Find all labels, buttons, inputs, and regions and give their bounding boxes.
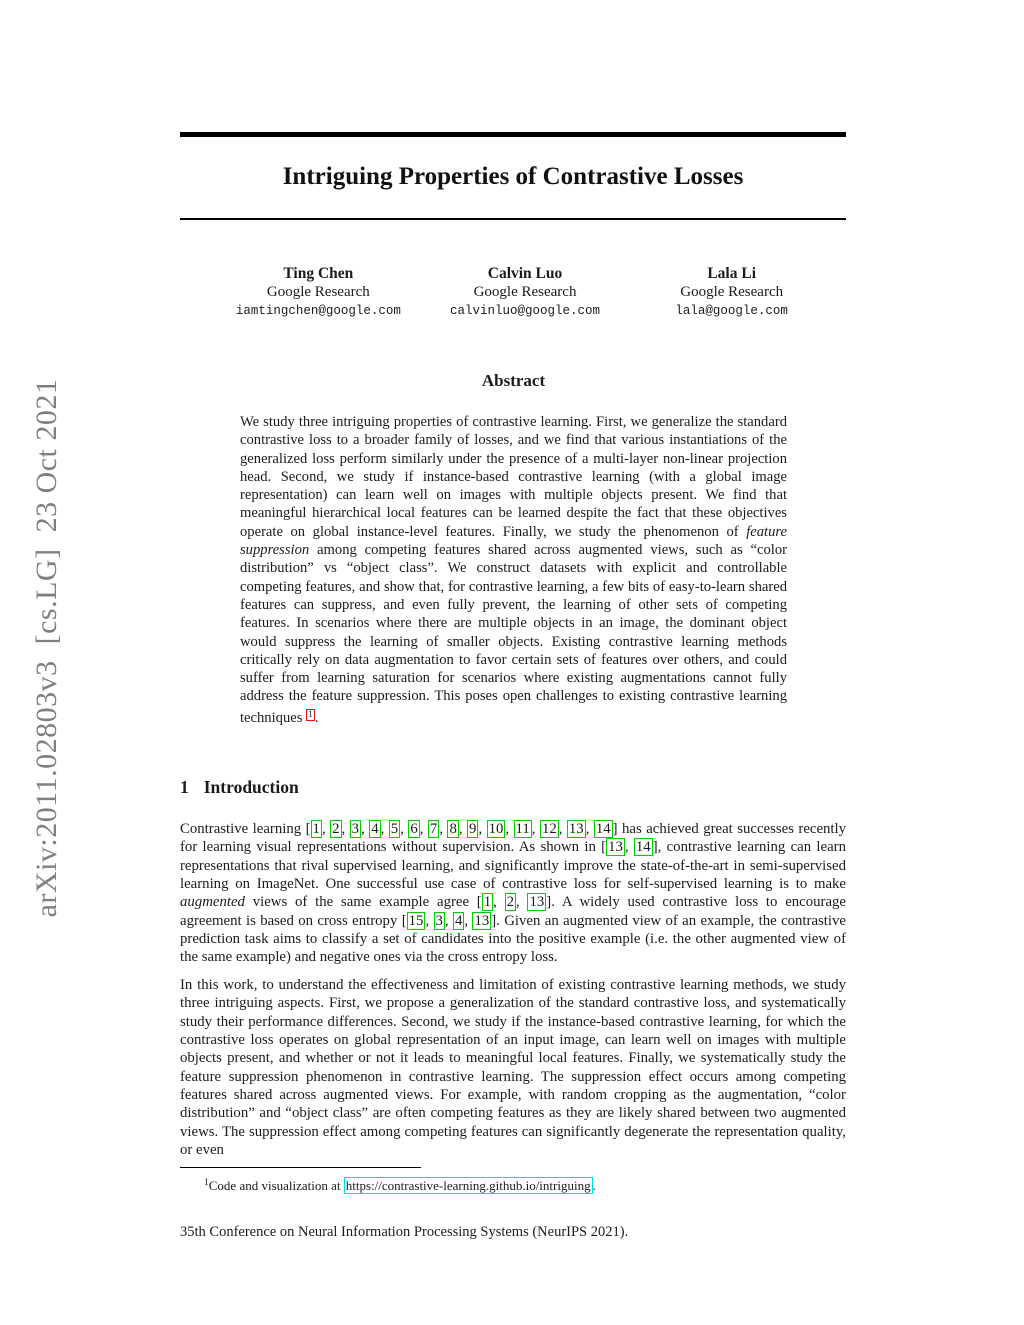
title-rule-bottom [180,218,846,220]
intro-paragraph-2 [180,976,846,1159]
title-rule-top [180,132,846,137]
footnote [180,1175,846,1194]
text-run: , [458,821,468,837]
citation-link[interactable]: 8 [449,821,457,837]
text-run: , [558,821,567,837]
citation-link[interactable]: 3 [351,821,360,837]
text-run: , [478,821,487,837]
text-run: , [321,821,331,837]
footnote-url-link[interactable]: https://contrastive-learning.github.io/intriguing [345,1178,591,1193]
author-ting-chen [215,264,422,320]
citation-link[interactable]: 4 [371,821,379,837]
citation-link[interactable]: 10 [488,821,504,837]
text-run: ], contrastive learning can learn representations that rival supervised learning, and significantly improve the state-of-the-art in semi-supervised learning on ImageNet. One successful use case of contrastive loss for self-supervised learning is to make [180,839,846,893]
text-run: . [314,709,319,726]
text-run: Code and visualization at [208,1178,344,1193]
citation-link[interactable]: 1 [483,894,492,911]
section-number: 1 [180,777,189,797]
text-run: , [439,821,448,837]
text-run: , [341,821,350,837]
text-run: , [400,821,409,837]
citation-link[interactable]: 6 [410,821,418,837]
author-name: Calvin Luo [487,265,563,282]
citation-link[interactable]: 2 [332,821,340,837]
text-run: , [505,821,514,837]
citation-link[interactable]: 7 [429,821,438,837]
footnote-rule [180,1167,421,1168]
text-run: In this work, to understand the effectiveness and limitation of existing contrastive learning methods, we study three intriguing aspects. First, we propose a generalization of the standard contrastive loss, and systematically study their performance differences. Second, we study if the instance-based contrastive learning, for which the contrastive loss operates on global representation of an input image, can learn well on images with multiple objects present, and whether or not it leads to meaningful local features. Finally, we systematically study the feature suppression phenomenon in contrastive learning. The suppression effect occurs among competing features shared across augmented views. For example, with random cropping as the augmentation, “color distribution” and “object class” are often competing features as they are likely shared between two augmented views. The suppression effect among competing features can significantly degenerate the representation quality, or even [180,977,846,1159]
citation-link[interactable]: 4 [454,912,463,929]
citation-link[interactable]: 11 [515,821,530,837]
citation-link[interactable]: 13 [608,839,623,856]
text-run: , [419,821,428,837]
text-run: , [425,912,434,929]
section-title: Introduction [203,777,299,797]
text-run: , [624,839,634,856]
footnote-ref-link[interactable]: 1 [308,709,313,720]
text-run: , [585,821,594,837]
citation-link[interactable]: 9 [469,821,477,837]
citation-link[interactable]: 14 [635,839,651,856]
author-email: calvinluo@google.com [449,304,601,318]
text-run: , [380,821,389,837]
citation-link[interactable]: 3 [435,912,443,929]
citation-link[interactable]: 1 [312,821,320,837]
author-affiliation: Google Research [266,284,370,300]
author-name: Lala Li [707,265,757,282]
author-affiliation: Google Research [473,284,577,300]
paper-title: Intriguing Properties of Contrastive Losses [282,163,744,190]
citation-link[interactable]: 14 [595,821,611,837]
text-run: ]. Given an augmented view of an example, the contrastive prediction task aims to classify a set of candidates into the positive example (i.e. the other augmented view of the same example) and negative ones via the cross entropy loss. [180,912,846,966]
author-calvin-luo [422,264,629,320]
text-run: views of the same example agree [ [244,894,482,911]
text-run: among competing features shared across augmented views, such as “color distribution” vs “object class”. We construct datasets with explicit and controllable competing features, and show that, for contrastive learning, a few bits of easy-to-learn shared features can suppress, and even fully prevent, the learning of other sets of competing features. In scenarios where there are multiple objects in an image, the dominant object would suppress the learning of smaller objects. Existing contrastive learning methods critically rely on data augmentation to favor certain sets of features over others, and could suffer from learning saturation for scenarios where existing augmentations cannot fully address the feature suppression. This poses open challenges to existing contrastive learning techniques [240,542,787,726]
author-lala-li [628,264,835,320]
text-run: , [531,821,540,837]
text-run: , [361,821,370,837]
intro-paragraph-1 [180,820,846,967]
emphasis-text: augmented [180,894,245,911]
text-run: , [444,912,453,929]
footnote-marker: 1 [204,1178,209,1188]
citation-link[interactable]: 2 [506,894,515,911]
citation-link[interactable]: 13 [474,912,490,929]
text-run: ] has achieved great successes recently for learning visual representations without supervision. As shown in [ [180,821,847,856]
citation-link[interactable]: 12 [541,821,557,837]
author-block [215,264,835,320]
citation-link[interactable]: 13 [568,821,584,837]
author-email: iamtingchen@google.com [235,304,401,318]
arxiv-watermark: arXiv:2011.02803v3 [cs.LG] 23 Oct 2021 [30,378,63,918]
author-affiliation: Google Research [680,284,784,300]
text-run: , [493,894,505,911]
text-run: Contrastive learning [ [180,821,311,837]
author-name: Ting Chen [283,265,354,282]
emphasis-text: feature suppression [240,523,787,559]
citation-link[interactable]: 5 [390,821,399,837]
section-heading-introduction [180,777,299,798]
text-run: , [516,894,528,911]
text-run: We study three intriguing properties of contrastive learning. First, we generalize the standard contrastive loss to a broader family of losses, and we find that various instantiations of the generalized loss perform similarly under the presence of a multi-layer non-linear projection head. Second, we study if instance-based contrastive learning (with a global image representation) can learn well on images with multiple objects present. We find that meaningful hierarchical local features can be learned despite the fact that these objectives operate on global instance-level features. Finally, we study the phenomenon of [240,414,787,540]
conference-footer: 35th Conference on Neural Information Processing Systems (NeurIPS 2021). [180,1224,629,1240]
citation-link[interactable]: 15 [408,912,424,929]
text-run: ]. A widely used contrastive loss to encourage agreement is based on cross entropy [ [180,894,846,929]
abstract-text [240,413,787,727]
abstract-heading: Abstract [481,371,546,390]
author-email: lala@google.com [675,304,788,318]
citation-link[interactable]: 13 [529,894,545,911]
text-run: . [592,1178,596,1193]
text-run: , [464,912,473,929]
